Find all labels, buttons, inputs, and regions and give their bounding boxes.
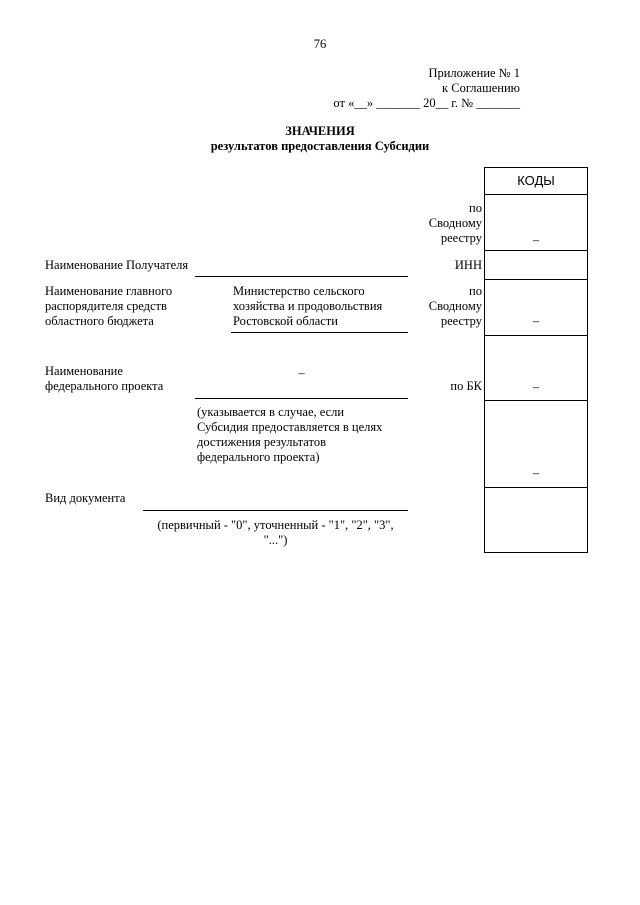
manager-underline: [231, 332, 408, 333]
code-cell-svodny-2: [485, 280, 587, 336]
doc-type-label: Вид документа: [45, 491, 126, 505]
document-title: [0, 124, 640, 154]
doc-type-underline: [143, 510, 408, 511]
title-main: ЗНАЧЕНИЯ: [285, 124, 355, 138]
appendix-line-3: от «__» _______ 20__ г. № _______: [333, 96, 520, 110]
project-label: Наименование федерального проекта: [45, 364, 164, 393]
recipient-underline: [195, 276, 408, 277]
appendix-line-1: Приложение № 1: [428, 66, 520, 80]
project-value: –: [298, 366, 305, 380]
code-value-svodny-2: –: [532, 314, 540, 328]
code-cell-inn: [485, 251, 587, 280]
appendix-header: [333, 66, 520, 111]
manager-label: Наименование главного распорядителя средств областного бюджета: [45, 284, 173, 328]
code-cell-bk: [485, 336, 587, 401]
doc-type-note: (первичный - "0", уточненный - "1", "2", "3", "..."): [157, 518, 394, 547]
code-cell-doc: [485, 488, 587, 554]
title-sub: результатов предоставления Субсидии: [210, 139, 430, 153]
code-value-svodny: –: [532, 233, 540, 247]
project-note: (указывается в случае, если Субсидия предоставляется в целях достижения результатов федерального проекта): [197, 405, 383, 464]
code-value-extra: –: [532, 466, 540, 480]
code-cell-svodny: [485, 195, 587, 251]
codes-header: КОДЫ: [485, 168, 587, 195]
code-cell-extra: [485, 401, 587, 488]
project-underline: [195, 398, 408, 399]
appendix-line-2: к Соглашению: [442, 81, 520, 95]
inn-label: ИНН: [454, 258, 482, 272]
bk-label: по БК: [450, 379, 482, 393]
svodny-label-2: по Сводному реестру: [428, 284, 482, 328]
svodny-label: по Сводному реестру: [428, 201, 482, 245]
recipient-label: Наименование Получателя: [45, 258, 189, 272]
codes-table: [484, 167, 588, 553]
code-value-bk: –: [532, 380, 540, 394]
page-number: 76: [313, 37, 327, 51]
manager-value: Министерство сельского хозяйства и продовольствия Ростовской области: [233, 284, 383, 328]
